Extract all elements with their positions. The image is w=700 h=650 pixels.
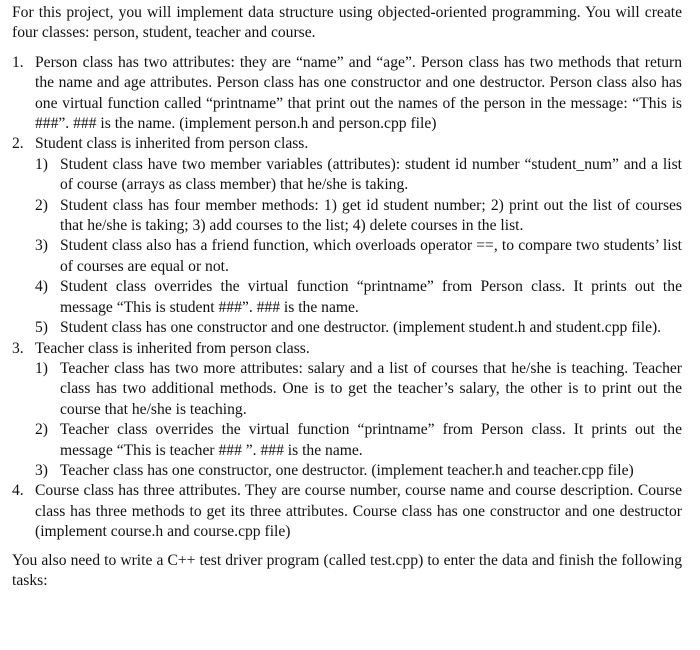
sub-item-text: Student class overrides the virtual function “printname” from Person class. It prints out the message “This is student ###”. ### is the name. — [60, 278, 682, 316]
sub-item-text: Student class has one constructor and one destructor. (implement student.h and student.cpp file). — [60, 319, 662, 337]
outro-paragraph: You also need to write a C++ test driver program (called test.cpp) to enter the data and finish the following tasks: — [12, 551, 682, 589]
item-number: 3. — [12, 339, 24, 357]
intro-paragraph: For this project, you will implement data structure using objected-oriented programming. You will create four classes: person, student, teacher and course. — [12, 4, 682, 42]
item-text: Teacher class is inherited from person class. — [35, 339, 310, 357]
list-item-course — [12, 481, 682, 542]
item-number: 1. — [12, 53, 24, 71]
sub-item-number: 2) — [35, 196, 48, 214]
sub-item-number: 5) — [35, 319, 48, 337]
student-sublist — [35, 155, 682, 339]
teacher-sublist — [35, 359, 682, 481]
sub-item-text: Teacher class has one constructor, one destructor. (implement teacher.h and teacher.cpp file) — [60, 461, 634, 479]
sub-item-number: 1) — [35, 155, 48, 173]
sub-item-text: Student class also has a friend function, which overloads operator ==, to compare two students’ list of courses are equal or not. — [60, 237, 682, 275]
sub-item — [35, 318, 682, 338]
sub-item-number: 4) — [35, 278, 48, 296]
sub-item — [35, 196, 682, 237]
sub-item-number: 2) — [35, 421, 48, 439]
item-number: 2. — [12, 135, 24, 153]
list-item-student — [12, 134, 682, 338]
sub-item-number: 3) — [35, 237, 48, 255]
item-text: Person class has two attributes: they are “name” and “age”. Person class has two methods that return the name and age attributes. Person class has one constructor and one destructor. Person class also has one virtual function called “printname” that print out the names of the person in the message: “This is ###”. ### is the name. (implement person.h and person.cpp file) — [35, 53, 682, 133]
sub-item-text: Student class has four member methods: 1) get id student number; 2) print out the list of courses that he/she is taking; 3) add courses to the list; 4) delete courses in the list. — [60, 196, 682, 235]
sub-item-text: Student class have two member variables (attributes): student id number “student_num” and a list of course (arrays as class member) that he/she is taking. — [60, 155, 682, 194]
sub-item-number: 3) — [35, 461, 48, 479]
sub-item — [35, 420, 682, 461]
sub-item-text: Teacher class has two more attributes: salary and a list of courses that he/she is teaching. Teacher class has two additional methods. One is to get the teacher’s salary, the other is to print out the course that he/she is teaching. — [60, 359, 682, 418]
item-number: 4. — [12, 482, 24, 500]
item-text: Course class has three attributes. They are course number, course name and course description. Course class has three methods to get its three attributes. Course class has one constructor and one destructor (implement course.h and course.cpp file) — [35, 482, 682, 541]
requirements-list — [12, 53, 682, 543]
sub-item-text: Teacher class overrides the virtual function “printname” from Person class. It prints out the message “This is teacher ### ”. ### is the name. — [60, 421, 682, 459]
sub-item — [35, 359, 682, 420]
item-text: Student class is inherited from person class. — [35, 135, 309, 153]
sub-item-number: 1) — [35, 359, 48, 377]
sub-item — [35, 277, 682, 318]
list-item-person — [12, 53, 682, 135]
list-item-teacher — [12, 339, 682, 482]
sub-item — [35, 236, 682, 277]
sub-item — [35, 461, 682, 481]
sub-item — [35, 155, 682, 196]
